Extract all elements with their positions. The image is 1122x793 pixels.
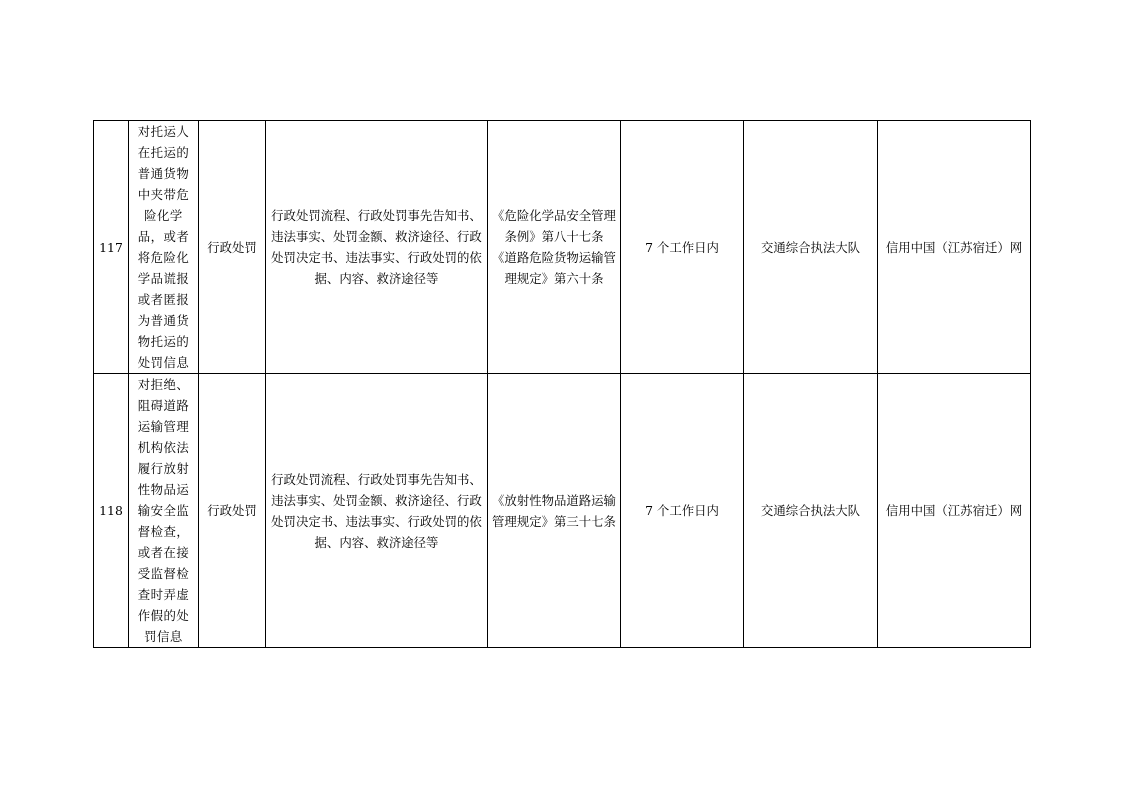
disclosure-table: [93, 120, 1031, 648]
item-name: 对托运人在托运的普通货物中夹带危险化学品，或者将危险化学品谎报或者匿报为普通货物托运的处罚信息: [137, 124, 190, 370]
category-cell: 行政处罚: [199, 374, 266, 648]
legal-basis-cell: [488, 374, 621, 648]
channel-cell: 信用中国（江苏宿迁）网: [878, 374, 1031, 648]
content-cell: 行政处罚流程、行政处罚事先告知书、违法事实、处罚金额、救济途径、行政处罚决定书、违法事实、行政处罚的依据、内容、救济途径等: [266, 374, 488, 648]
item-name: 对拒绝、阻碍道路运输管理机构依法履行放射性物品运输安全监督检查，或者在接受监督检查时弄虚作假的处罚信息: [137, 377, 190, 644]
department-cell: 交通综合执法大队: [744, 121, 878, 374]
row-number: 118: [94, 374, 129, 648]
time-limit-cell: 7 个工作日内: [621, 374, 744, 648]
item-name-cell: [129, 374, 199, 648]
row-number: 117: [94, 121, 129, 374]
time-limit-cell: 7 个工作日内: [621, 121, 744, 374]
legal-basis: 《道路危险货物运输管理规定》第六十条: [492, 250, 616, 286]
item-name-cell: [129, 121, 199, 374]
legal-basis-cell: [488, 121, 621, 374]
legal-basis: 《放射性物品道路运输管理规定》第三十七条: [492, 492, 616, 529]
legal-basis: 《危险化学品安全管理条例》第八十七条: [492, 208, 616, 244]
content-cell: 行政处罚流程、行政处罚事先告知书、违法事实、处罚金额、救济途径、行政处罚决定书、违法事实、行政处罚的依据、内容、救济途径等: [266, 121, 488, 374]
category-cell: 行政处罚: [199, 121, 266, 374]
table-row: [94, 374, 1031, 648]
channel-cell: 信用中国（江苏宿迁）网: [878, 121, 1031, 374]
table-row: [94, 121, 1031, 374]
department-cell: 交通综合执法大队: [744, 374, 878, 648]
